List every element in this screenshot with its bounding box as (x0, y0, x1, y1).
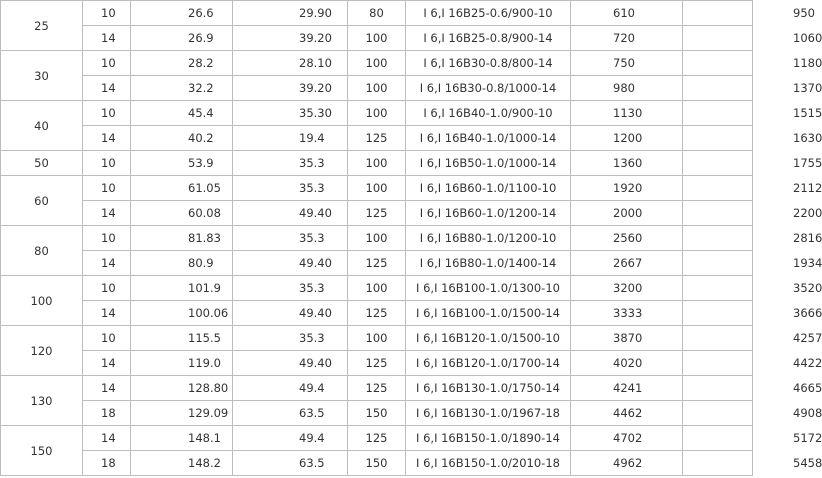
price-b-cell: 5172 (683, 426, 753, 451)
price-a-cell: 1200 (571, 126, 683, 151)
thickness-cell: 14 (83, 26, 131, 51)
group-label-cell: 25 (1, 1, 83, 51)
model-cell: I 6,I 16B120-1.0/1700-14 (406, 351, 571, 376)
price-a-cell: 4241 (571, 376, 683, 401)
size-cell: 100 (348, 326, 406, 351)
price-b-cell: 3520 (683, 276, 753, 301)
price-a-cell: 1920 (571, 176, 683, 201)
value-cell: 39.20 (233, 26, 348, 51)
weight-cell: 101.9 (131, 276, 233, 301)
value-cell: 19.4 (233, 126, 348, 151)
thickness-cell: 14 (83, 351, 131, 376)
table-row (1, 426, 753, 451)
price-a-cell: 750 (571, 51, 683, 76)
price-a-cell: 610 (571, 1, 683, 26)
thickness-cell: 14 (83, 376, 131, 401)
price-a-cell: 720 (571, 26, 683, 51)
table-row (1, 126, 753, 151)
weight-cell: 148.1 (131, 426, 233, 451)
value-cell: 35.3 (233, 276, 348, 301)
group-label-cell: 150 (1, 426, 83, 476)
model-cell: I 6,I 16B130-1.0/1750-14 (406, 376, 571, 401)
price-b-cell: 4422 (683, 351, 753, 376)
table-row (1, 451, 753, 476)
price-b-cell: 4908 (683, 401, 753, 426)
value-cell: 49.40 (233, 301, 348, 326)
table-row (1, 1, 753, 26)
size-cell: 125 (348, 201, 406, 226)
size-cell: 100 (348, 151, 406, 176)
price-b-cell: 1630 (683, 126, 753, 151)
size-cell: 125 (348, 426, 406, 451)
value-cell: 63.5 (233, 401, 348, 426)
weight-cell: 128.80 (131, 376, 233, 401)
size-cell: 125 (348, 351, 406, 376)
price-b-cell: 4665 (683, 376, 753, 401)
size-cell: 125 (348, 301, 406, 326)
table-row (1, 201, 753, 226)
thickness-cell: 18 (83, 401, 131, 426)
price-a-cell: 1130 (571, 101, 683, 126)
group-label-cell: 30 (1, 51, 83, 101)
model-cell: I 6,I 16B150-1.0/2010-18 (406, 451, 571, 476)
price-a-cell: 1360 (571, 151, 683, 176)
weight-cell: 53.9 (131, 151, 233, 176)
group-label-cell: 100 (1, 276, 83, 326)
thickness-cell: 14 (83, 201, 131, 226)
model-cell: I 6,I 16B30-0.8/1000-14 (406, 76, 571, 101)
weight-cell: 40.2 (131, 126, 233, 151)
thickness-cell: 10 (83, 151, 131, 176)
table-row (1, 251, 753, 276)
table-row (1, 301, 753, 326)
thickness-cell: 18 (83, 451, 131, 476)
size-cell: 100 (348, 276, 406, 301)
group-label-cell: 50 (1, 151, 83, 176)
model-cell: I 6,I 16B120-1.0/1500-10 (406, 326, 571, 351)
group-label-cell: 120 (1, 326, 83, 376)
price-b-cell: 1755 (683, 151, 753, 176)
price-a-cell: 4962 (571, 451, 683, 476)
table-row (1, 26, 753, 51)
price-a-cell: 4462 (571, 401, 683, 426)
weight-cell: 45.4 (131, 101, 233, 126)
model-cell: I 6,I 16B100-1.0/1500-14 (406, 301, 571, 326)
price-b-cell: 4257 (683, 326, 753, 351)
price-a-cell: 2000 (571, 201, 683, 226)
thickness-cell: 14 (83, 126, 131, 151)
size-cell: 100 (348, 51, 406, 76)
value-cell: 49.40 (233, 201, 348, 226)
model-cell: I 6,I 16B60-1.0/1200-14 (406, 201, 571, 226)
thickness-cell: 14 (83, 301, 131, 326)
price-a-cell: 3200 (571, 276, 683, 301)
group-label-cell: 40 (1, 101, 83, 151)
thickness-cell: 10 (83, 51, 131, 76)
size-cell: 125 (348, 376, 406, 401)
model-cell: I 6,I 16B25-0.8/900-14 (406, 26, 571, 51)
weight-cell: 100.06 (131, 301, 233, 326)
size-cell: 100 (348, 101, 406, 126)
value-cell: 28.10 (233, 51, 348, 76)
thickness-cell: 10 (83, 101, 131, 126)
thickness-cell: 10 (83, 1, 131, 26)
table-row (1, 51, 753, 76)
weight-cell: 129.09 (131, 401, 233, 426)
price-a-cell: 3870 (571, 326, 683, 351)
model-cell: I 6,I 16B60-1.0/1100-10 (406, 176, 571, 201)
model-cell: I 6,I 16B100-1.0/1300-10 (406, 276, 571, 301)
value-cell: 49.4 (233, 376, 348, 401)
table-row (1, 226, 753, 251)
size-cell: 80 (348, 1, 406, 26)
table-row (1, 401, 753, 426)
price-b-cell: 2200 (683, 201, 753, 226)
size-cell: 100 (348, 76, 406, 101)
thickness-cell: 14 (83, 251, 131, 276)
group-label-cell: 80 (1, 226, 83, 276)
value-cell: 35.3 (233, 326, 348, 351)
model-cell: I 6,I 16B80-1.0/1400-14 (406, 251, 571, 276)
group-label-cell: 60 (1, 176, 83, 226)
price-b-cell: 1515 (683, 101, 753, 126)
model-cell: I 6,I 16B130-1.0/1967-18 (406, 401, 571, 426)
thickness-cell: 14 (83, 426, 131, 451)
value-cell: 39.20 (233, 76, 348, 101)
value-cell: 29.90 (233, 1, 348, 26)
size-cell: 100 (348, 176, 406, 201)
price-b-cell: 1934 (683, 251, 753, 276)
weight-cell: 148.2 (131, 451, 233, 476)
table-row (1, 276, 753, 301)
model-cell: I 6,I 16B50-1.0/1000-14 (406, 151, 571, 176)
weight-cell: 119.0 (131, 351, 233, 376)
weight-cell: 60.08 (131, 201, 233, 226)
table-row (1, 326, 753, 351)
thickness-cell: 10 (83, 326, 131, 351)
weight-cell: 26.6 (131, 1, 233, 26)
table-row (1, 351, 753, 376)
size-cell: 150 (348, 401, 406, 426)
price-a-cell: 4702 (571, 426, 683, 451)
weight-cell: 32.2 (131, 76, 233, 101)
spec-table-body (1, 1, 822, 476)
price-b-cell: 5458 (683, 451, 753, 476)
model-cell: I 6,I 16B25-0.6/900-10 (406, 1, 571, 26)
price-a-cell: 2667 (571, 251, 683, 276)
model-cell: I 6,I 16B150-1.0/1890-14 (406, 426, 571, 451)
weight-cell: 115.5 (131, 326, 233, 351)
model-cell: I 6,I 16B40-1.0/1000-14 (406, 126, 571, 151)
table-row (1, 151, 753, 176)
price-b-cell: 2112 (683, 176, 753, 201)
model-cell: I 6,I 16B80-1.0/1200-10 (406, 226, 571, 251)
size-cell: 125 (348, 251, 406, 276)
model-cell: I 6,I 16B40-1.0/900-10 (406, 101, 571, 126)
size-cell: 125 (348, 126, 406, 151)
value-cell: 35.3 (233, 176, 348, 201)
value-cell: 63.5 (233, 451, 348, 476)
value-cell: 49.40 (233, 351, 348, 376)
size-cell: 100 (348, 226, 406, 251)
model-cell: I 6,I 16B30-0.8/800-14 (406, 51, 571, 76)
price-a-cell: 4020 (571, 351, 683, 376)
thickness-cell: 10 (83, 276, 131, 301)
price-b-cell: 3666 (683, 301, 753, 326)
weight-cell: 81.83 (131, 226, 233, 251)
value-cell: 49.4 (233, 426, 348, 451)
group-label-cell: 130 (1, 376, 83, 426)
price-a-cell: 3333 (571, 301, 683, 326)
table-row (1, 376, 753, 401)
price-a-cell: 980 (571, 76, 683, 101)
weight-cell: 26.9 (131, 26, 233, 51)
weight-cell: 61.05 (131, 176, 233, 201)
value-cell: 35.3 (233, 226, 348, 251)
table-row (1, 76, 753, 101)
price-b-cell: 2816 (683, 226, 753, 251)
price-b-cell: 950 (683, 1, 753, 26)
value-cell: 35.30 (233, 101, 348, 126)
table-row (1, 101, 753, 126)
weight-cell: 28.2 (131, 51, 233, 76)
value-cell: 49.40 (233, 251, 348, 276)
price-b-cell: 1370 (683, 76, 753, 101)
size-cell: 100 (348, 26, 406, 51)
price-b-cell: 1180 (683, 51, 753, 76)
thickness-cell: 10 (83, 226, 131, 251)
value-cell: 35.3 (233, 151, 348, 176)
thickness-cell: 14 (83, 76, 131, 101)
table-row (1, 176, 753, 201)
size-cell: 150 (348, 451, 406, 476)
price-a-cell: 2560 (571, 226, 683, 251)
weight-cell: 80.9 (131, 251, 233, 276)
price-b-cell: 1060 (683, 26, 753, 51)
thickness-cell: 10 (83, 176, 131, 201)
